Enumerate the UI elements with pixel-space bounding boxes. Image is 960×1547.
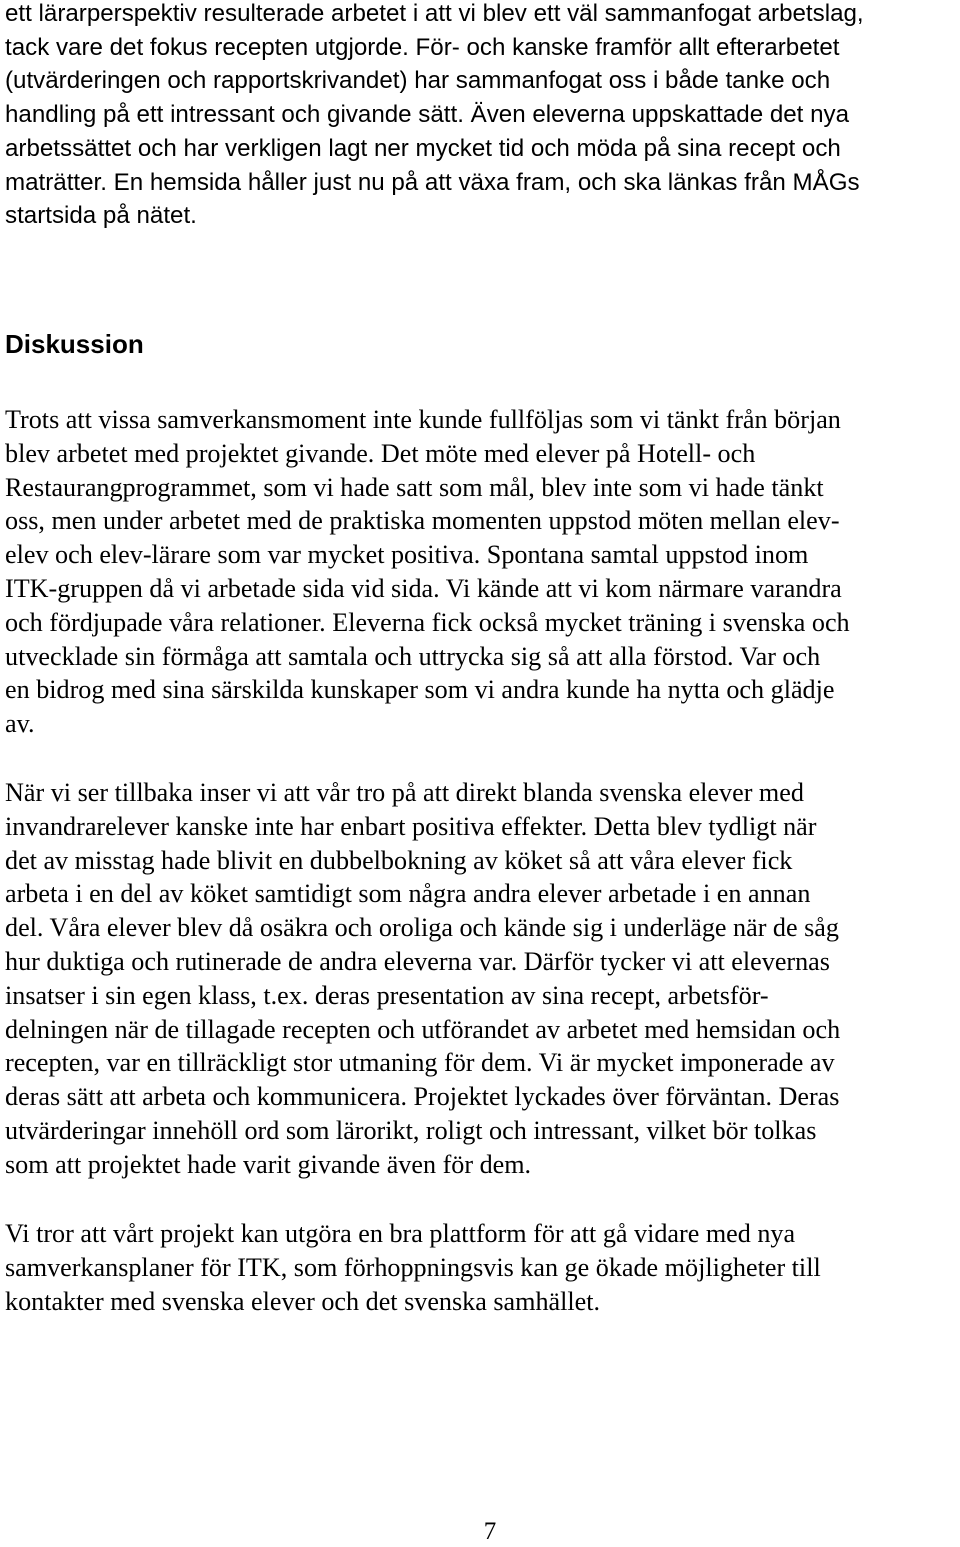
text-line: När vi ser tillbaka inser vi att vår tro på att direkt blanda svenska elever med <box>5 778 804 807</box>
discussion-paragraph-3 <box>5 1217 955 1318</box>
text-line: hur duktiga och rutinerade de andra eleverna var. Därför tycker vi att elevernas <box>5 946 830 976</box>
text-line: ITK-gruppen då vi arbetade sida vid sida. Vi kände att vi kom närmare varandra <box>5 573 842 603</box>
intro-paragraph <box>5 0 955 233</box>
text-line: tack vare det fokus recepten utgjorde. För- och kanske framför allt efterarbetet <box>5 33 840 61</box>
text-line: Trots att vissa samverkansmoment inte kunde fullföljas som vi tänkt från början <box>5 405 841 434</box>
discussion-paragraph-1 <box>5 403 955 741</box>
text-line: (utvärderingen och rapportskrivandet) har sammanfogat oss i både tanke och <box>5 67 831 95</box>
section-heading: Diskussion <box>5 329 144 359</box>
text-line: blev arbetet med projektet givande. Det möte med elever på Hotell- och <box>5 438 756 468</box>
text-line: ett lärarperspektiv resulterade arbetet i att vi blev ett väl sammanfogat arbetslag, <box>5 0 864 27</box>
document-page <box>5 0 957 1543</box>
text-line: samverkansplaner för ITK, som förhoppningsvis kan ge ökade möjligheter till <box>5 1252 821 1282</box>
text-line: recepten, var en tillräckligt stor utmaning för dem. Vi är mycket imponerade av <box>5 1048 835 1078</box>
text-line: insatser i sin egen klass, t.ex. deras presentation av sina recept, arbetsför- <box>5 980 769 1010</box>
text-line: oss, men under arbetet med de praktiska momenten uppstod möten mellan elev- <box>5 506 840 536</box>
text-line: del. Våra elever blev då osäkra och oroliga och kände sig i underläge när de såg <box>5 913 839 943</box>
text-line: startsida på nätet. <box>5 202 197 230</box>
discussion-paragraph-2 <box>5 776 955 1182</box>
text-line: invandrarelever kanske inte har enbart positiva effekter. Detta blev tydligt när <box>5 811 817 841</box>
text-line: handling på ett intressant och givande sätt. Även eleverna uppskattade det nya <box>5 101 850 129</box>
text-line: som att projektet hade varit givande även för dem. <box>5 1149 532 1179</box>
text-line: utvärderingar innehöll ord som lärorikt, roligt och intressant, vilket bör tolkas <box>5 1115 817 1145</box>
text-line: utvecklade sin förmåga att samtala och uttrycka sig så att alla förstod. Var och <box>5 641 821 671</box>
text-line: en bidrog med sina särskilda kunskaper som vi andra kunde ha nytta och glädje <box>5 675 835 705</box>
text-line: kontakter med svenska elever och det svenska samhället. <box>5 1286 601 1316</box>
text-line: delningen när de tillagade recepten och utförandet av arbetet med hemsidan och <box>5 1014 841 1044</box>
text-line: arbeta i en del av köket samtidigt som några andra elever arbetade i en annan <box>5 879 811 909</box>
text-line: och fördjupade våra relationer. Eleverna fick också mycket träning i svenska och <box>5 607 850 637</box>
text-line: Vi tror att vårt projekt kan utgöra en bra plattform för att gå vidare med nya <box>5 1219 796 1248</box>
text-line: elev och elev-lärare som var mycket positiva. Spontana samtal uppstod inom <box>5 540 809 570</box>
text-line: det av misstag hade blivit en dubbelbokning av köket så att våra elever fick <box>5 845 793 875</box>
text-line: av. <box>5 709 35 739</box>
text-line: arbetssättet och har verkligen lagt ner mycket tid och möda på sina recept och <box>5 134 841 162</box>
text-line: Restaurangprogrammet, som vi hade satt som mål, blev inte som vi hade tänkt <box>5 472 824 502</box>
text-line: deras sätt att arbeta och kommunicera. Projektet lyckades över förväntan. Deras <box>5 1082 840 1112</box>
text-line: maträtter. En hemsida håller just nu på att växa fram, och ska länkas från MÅGs <box>5 168 860 196</box>
page-number: 7 <box>483 1518 497 1545</box>
